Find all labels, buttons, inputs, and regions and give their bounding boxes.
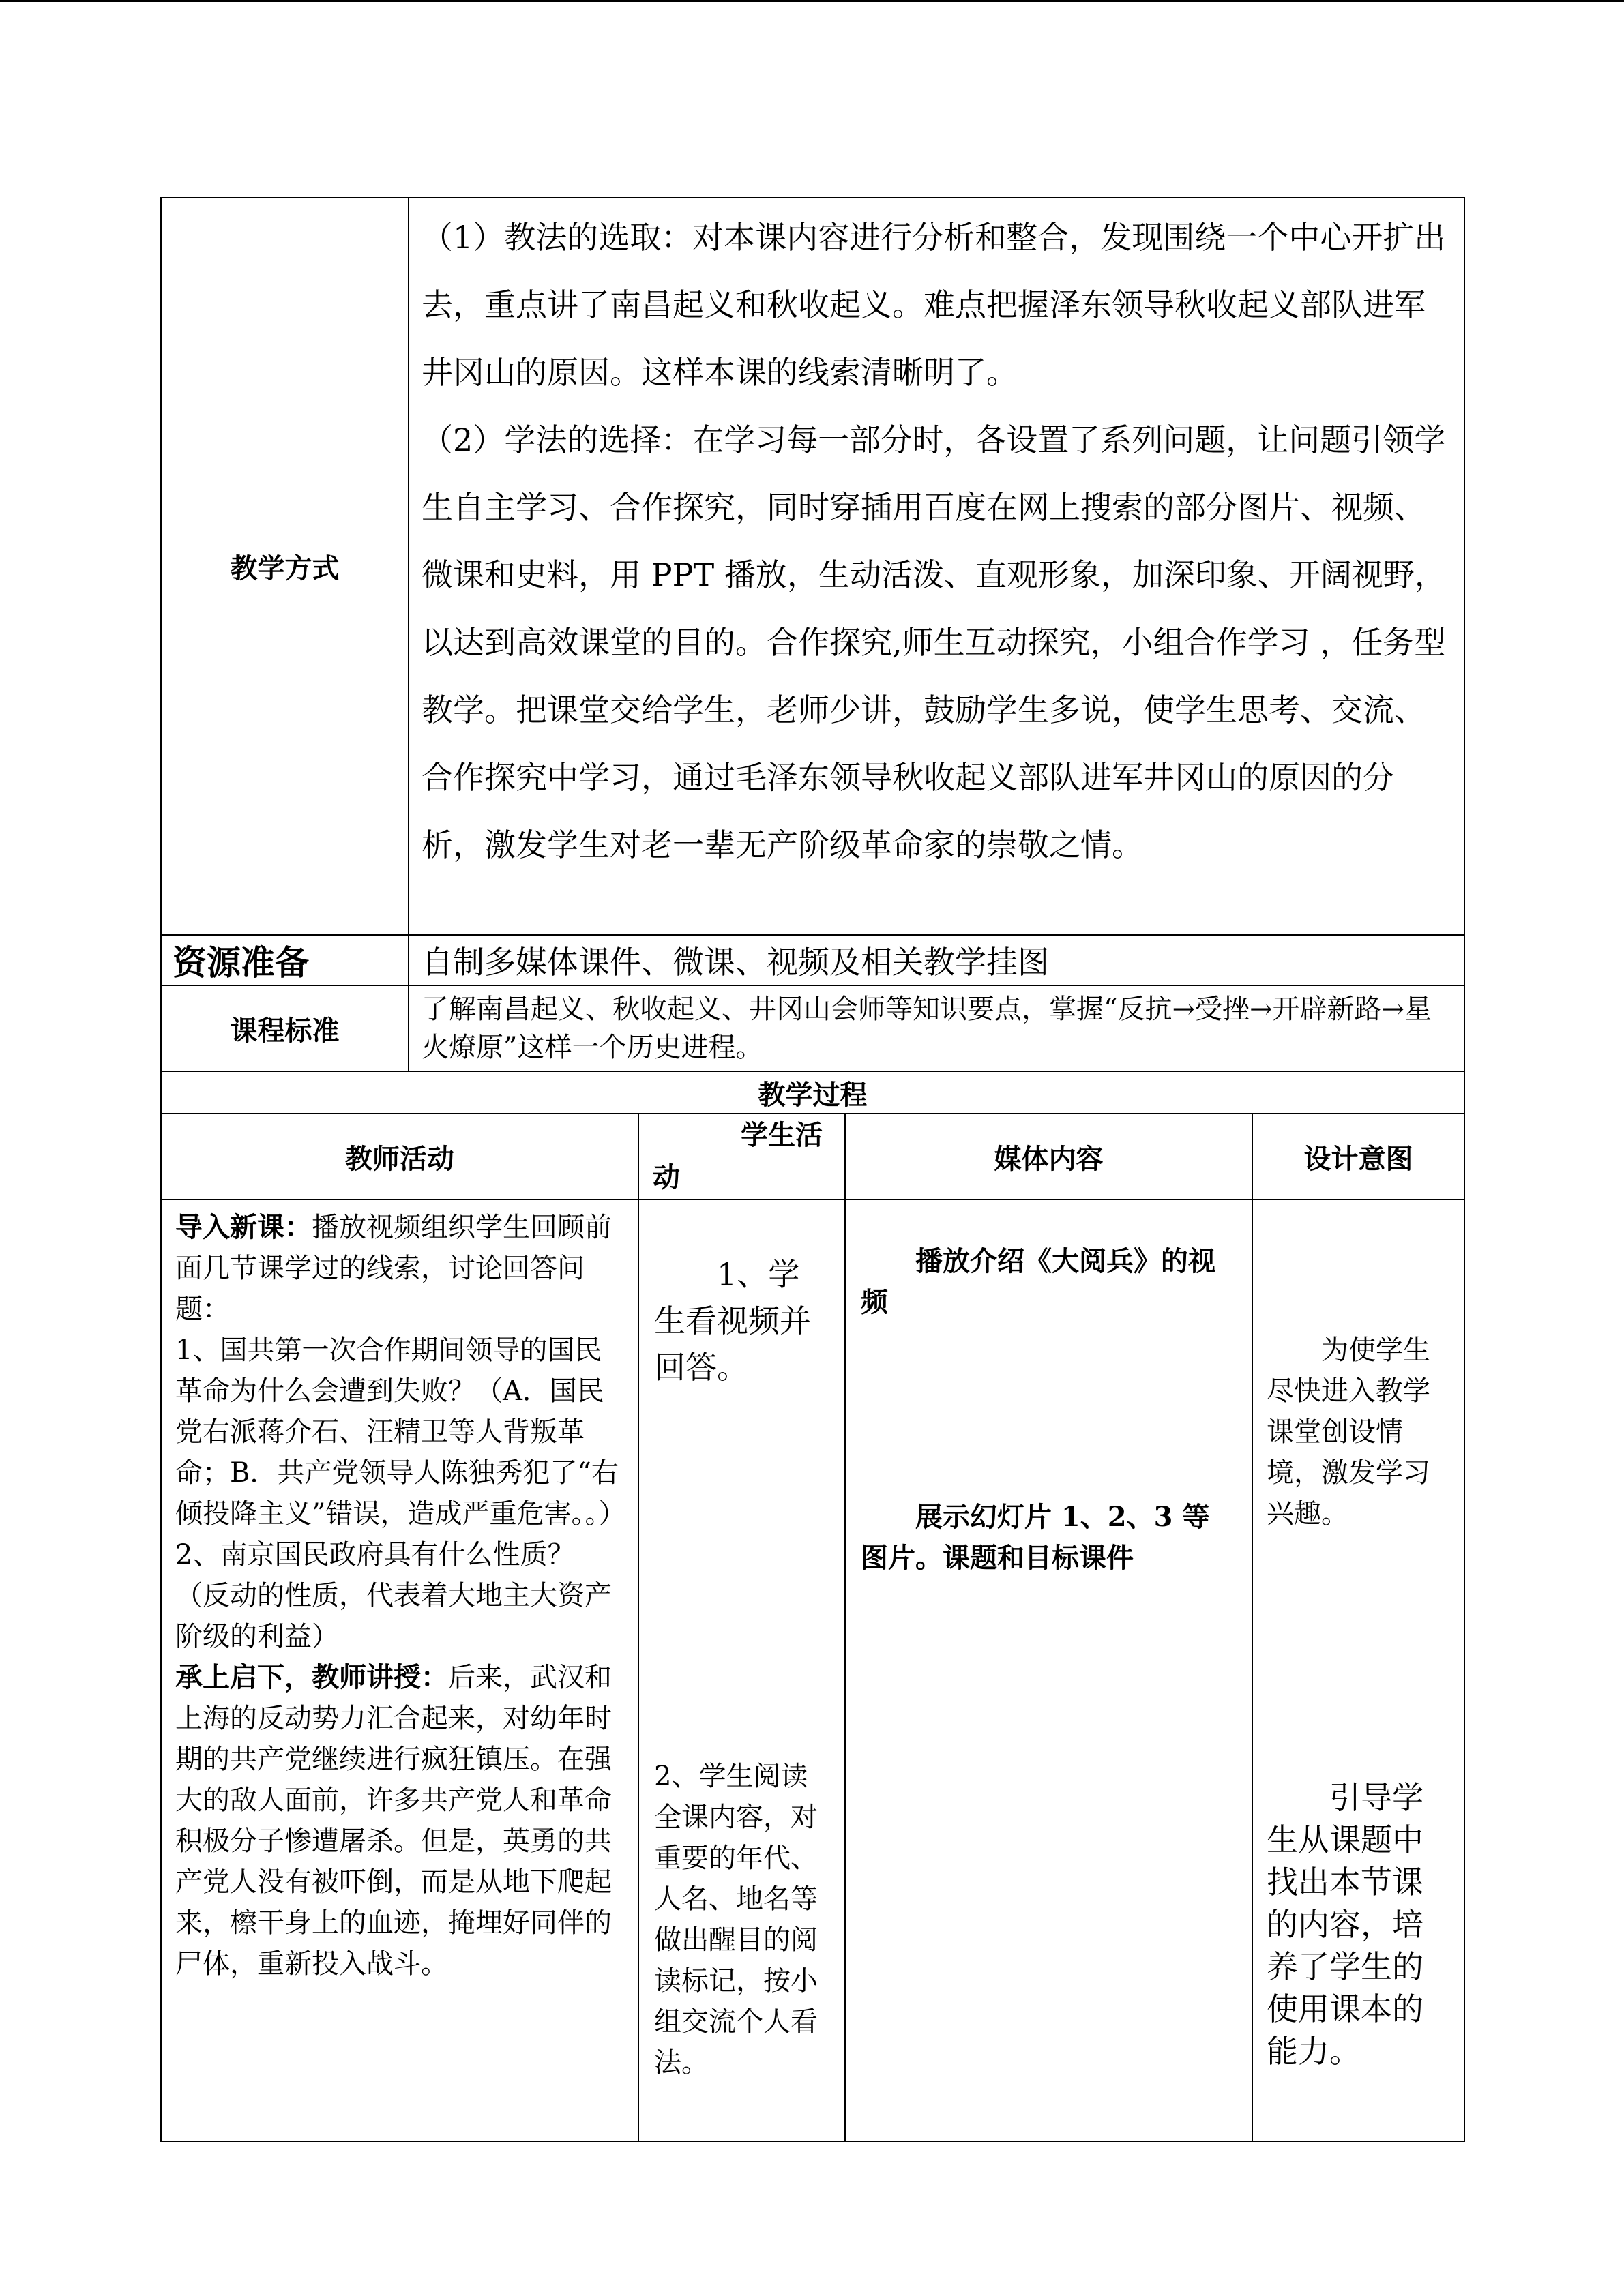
teacher-intro xyxy=(175,1207,624,1330)
method-label: 教学方式 xyxy=(161,198,409,935)
process-content-row xyxy=(161,1199,1464,2141)
lesson-plan-page xyxy=(160,197,1464,2142)
teacher-activity xyxy=(161,1199,638,2141)
design-intent xyxy=(1252,1199,1464,2141)
resources-label: 资源准备 xyxy=(161,935,409,985)
header-design: 设计意图 xyxy=(1252,1114,1464,1199)
resources-row xyxy=(161,935,1464,985)
design-item-1: 为使学生尽快进入教学课堂创设情境，激发学习兴趣。 xyxy=(1267,1335,1430,1530)
media-content xyxy=(845,1199,1252,2141)
method-paragraph-1: （1）教法的选取：对本课内容进行分析和整合，发现围绕一个中心开扩出去，重点讲了南昌起义和秋收起义。难点把握泽东领导秋收起义部队进军井冈山的原因。这样本课的线索清晰明了。 xyxy=(422,219,1446,391)
intro-text: 播放视频组织学生回顾前面几节课学过的线索，讨论回答问题： xyxy=(175,1212,612,1325)
method-row xyxy=(161,198,1464,935)
header-student-line2: 动 xyxy=(653,1161,680,1193)
teacher-transition xyxy=(175,1657,624,1984)
student-item-2: 2、学生阅读全课内容，对重要的年代、人名、地名等做出醒目的阅读标记，按小组交流个人看法。 xyxy=(654,1761,818,2078)
header-media: 媒体内容 xyxy=(845,1114,1252,1199)
media-item-2: 展示幻灯片 1、2、3 等图片。课题和目标课件 xyxy=(861,1501,1210,1574)
media-item-1: 播放介绍《大阅兵》的视频 xyxy=(861,1245,1215,1318)
standard-value: 了解南昌起义、秋收起义、井冈山会师等知识要点，掌握“反抗→受挫→开辟新路→星火燎原”这样一个历史进程。 xyxy=(409,985,1464,1071)
header-student xyxy=(638,1114,845,1199)
teacher-question-2: 2、南京国民政府具有什么性质？（反动的性质，代表着大地主大资产阶级的利益） xyxy=(175,1539,612,1652)
process-title: 教学过程 xyxy=(161,1071,1464,1114)
method-content xyxy=(409,198,1464,935)
standard-label: 课程标准 xyxy=(161,985,409,1071)
resources-value: 自制多媒体课件、微课、视频及相关教学挂图 xyxy=(409,935,1464,985)
method-paragraph-2: （2）学法的选择：在学习每一部分时，各设置了系列问题，让问题引领学生自主学习、合作探究，同时穿插用百度在网上搜索的部分图片、视频、微课和史料，用 PPT 播放，生动活泼、直观形象，加深印象、开阔视野，以达到高效课堂的目的。合作探究,师生互动探究，小组合作学习 ，任务型教学。把课堂交给学生，老师少讲，鼓励学生多说，使学生思考、交流、合作探究中学习，通过毛泽东领导秋收起义部队进军井冈山的原因的分析，激发学生对老一辈无产阶级革命家的崇敬之情。 xyxy=(422,421,1446,863)
teacher-question-1: 1、国共第一次合作期间领导的国民革命为什么会遭到失败？（A．国民党右派蒋介石、汪精卫等人背叛革命；B．共产党领导人陈独秀犯了“右倾投降主义”错误，造成严重危害。。） xyxy=(175,1335,626,1530)
process-title-row xyxy=(161,1071,1464,1114)
header-student-line1: 学生活 xyxy=(741,1119,823,1151)
process-header-row xyxy=(161,1114,1464,1199)
transition-label: 承上启下，教师讲授： xyxy=(175,1661,448,1693)
lesson-plan-table xyxy=(160,197,1465,2142)
header-teacher: 教师活动 xyxy=(161,1114,638,1199)
student-activity xyxy=(638,1199,845,2141)
standard-row xyxy=(161,985,1464,1071)
transition-text: 后来，武汉和上海的反动势力汇合起来，对幼年时期的共产党继续进行疯狂镇压。在强大的敌人面前，许多共产党人和革命积极分子惨遭屠杀。但是，英勇的共产党人没有被吓倒，而是从地下爬起来，檫干身上的血迹，掩埋好同伴的尸体，重新投入战斗。 xyxy=(175,1662,612,1980)
page-top-border xyxy=(0,0,1624,2)
intro-label: 导入新课： xyxy=(175,1211,312,1243)
design-item-2: 引导学生从课题中找出本节课的内容，培养了学生的使用课本的能力。 xyxy=(1267,1779,1423,2070)
student-item-1: 1、学生看视频并回答。 xyxy=(654,1256,811,1386)
